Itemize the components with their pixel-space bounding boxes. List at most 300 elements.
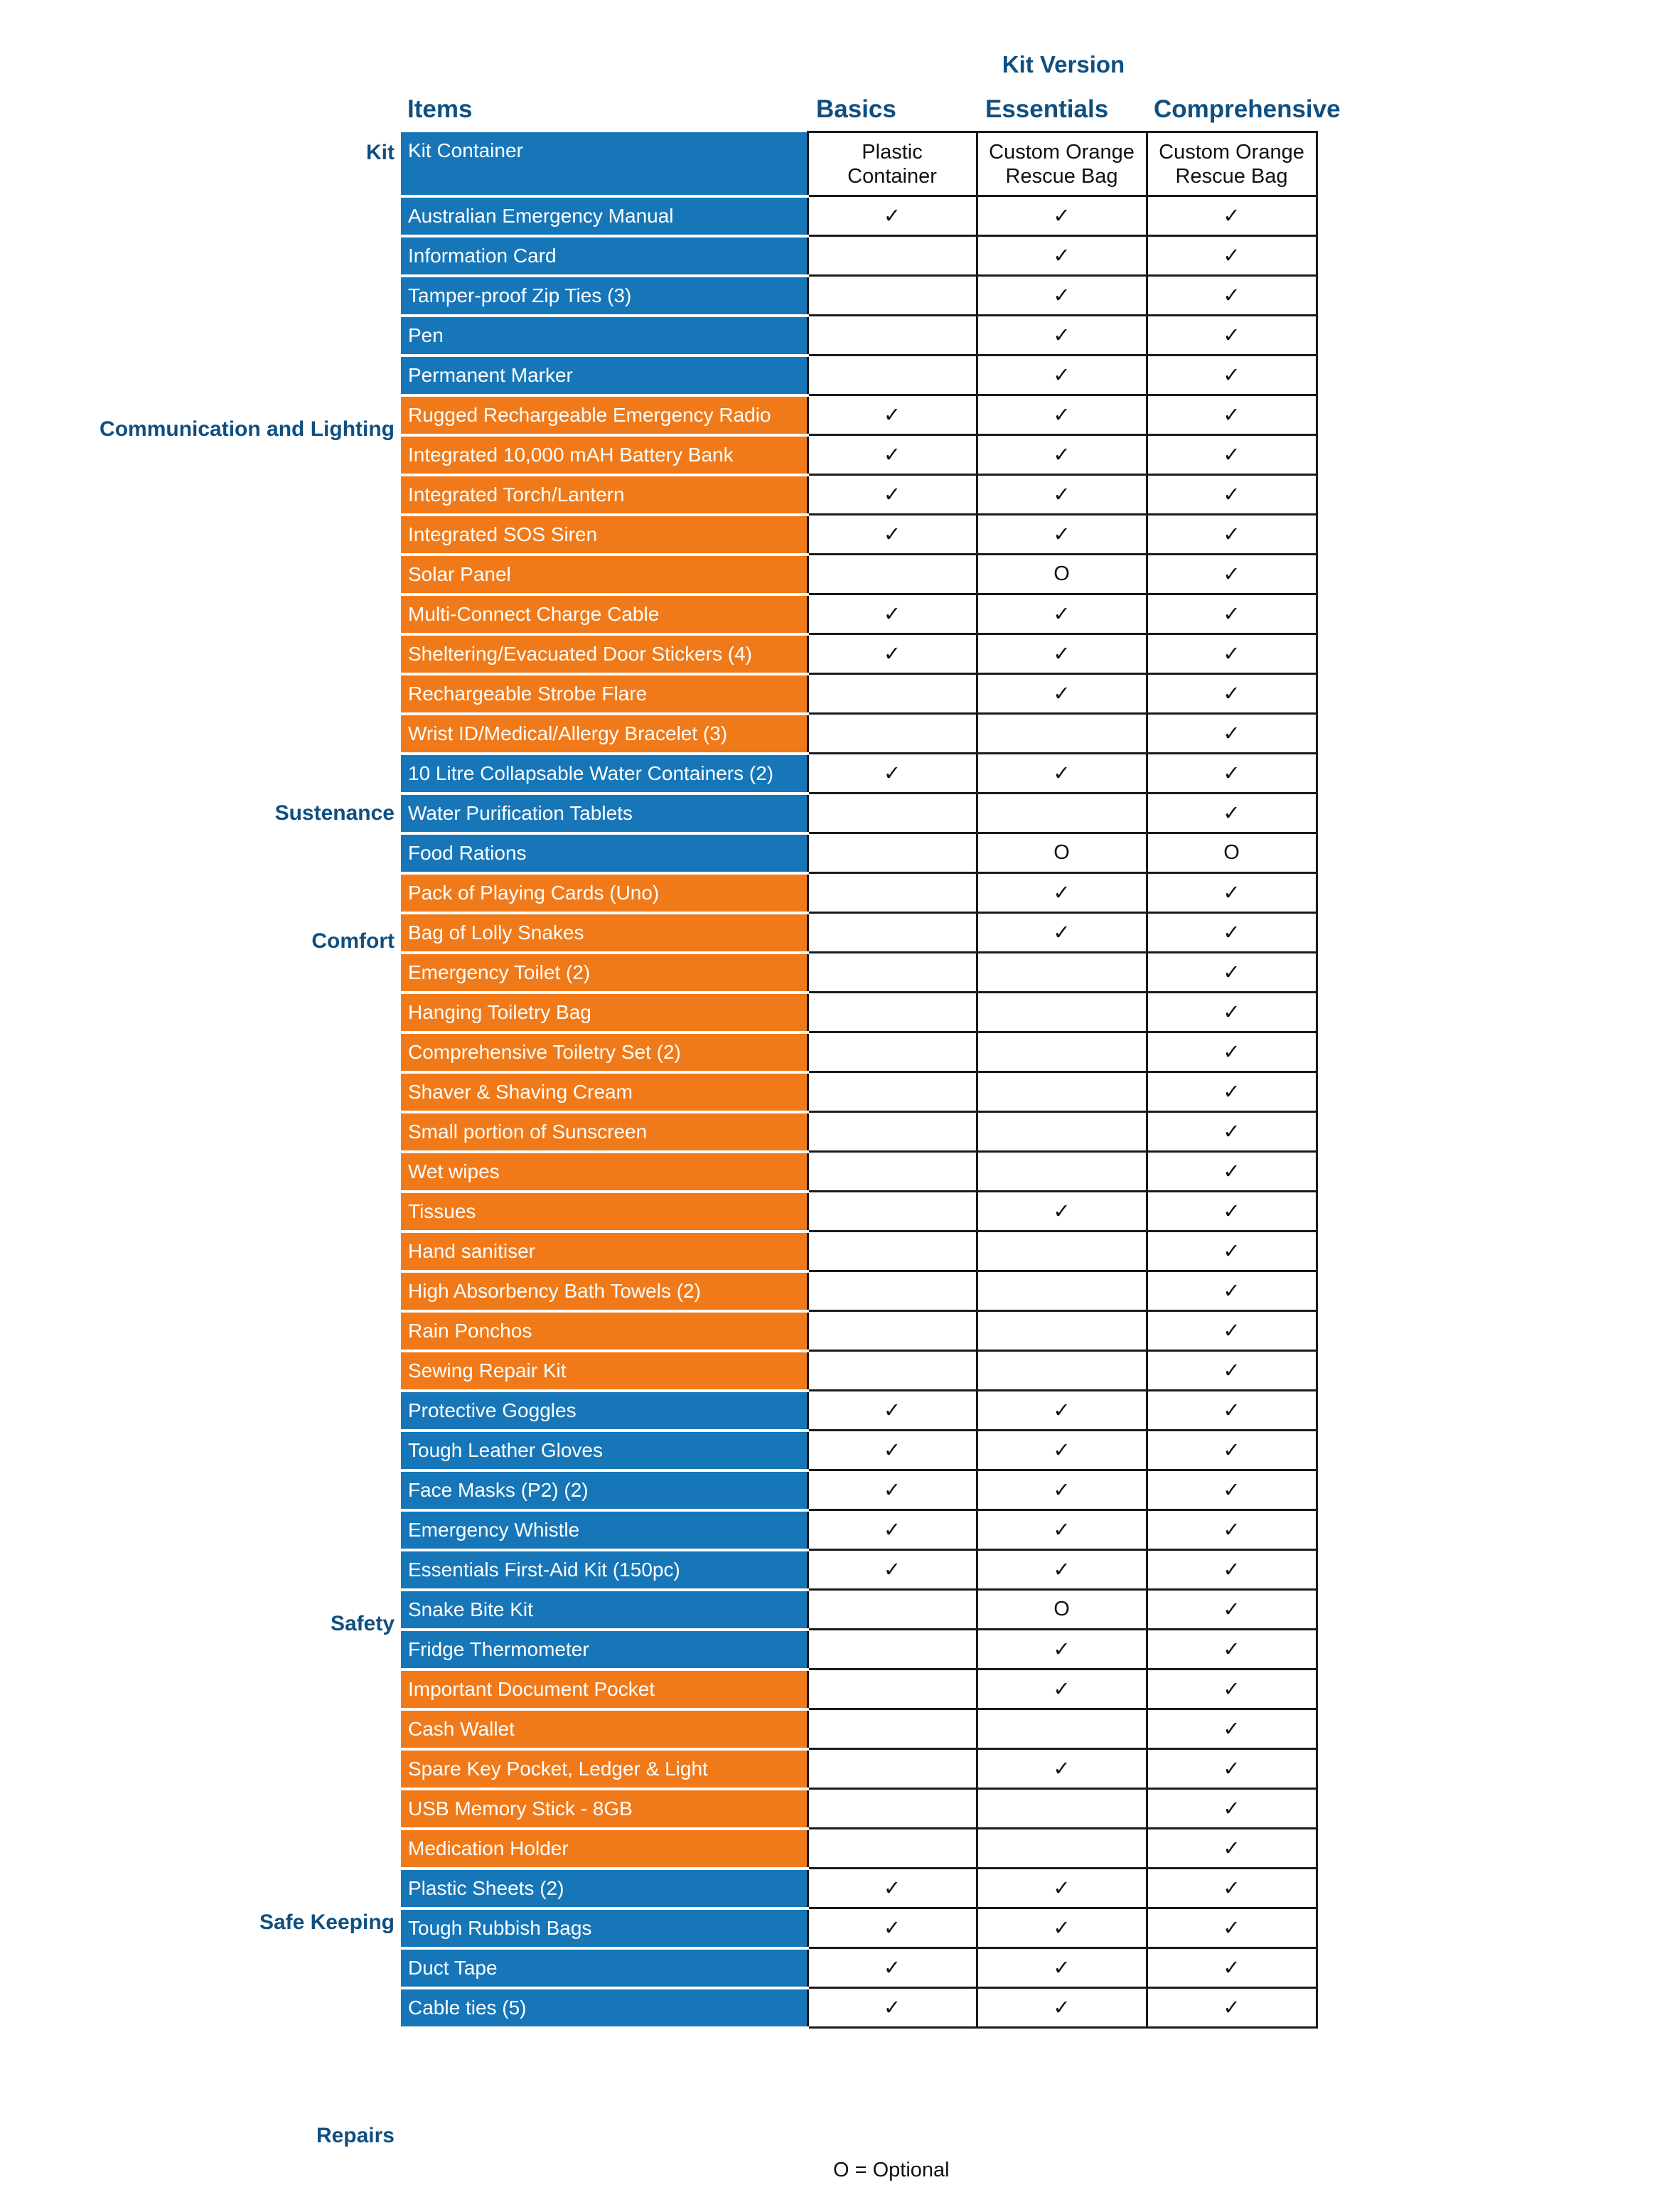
- check-mark-icon: ✓: [1223, 1081, 1240, 1104]
- basics-cell: [808, 1829, 977, 1869]
- table-row: [401, 1032, 1317, 1072]
- essentials-cell: [977, 1669, 1147, 1709]
- basics-cell-line: Container: [847, 164, 937, 188]
- basics-cell: [808, 674, 977, 714]
- check-mark-icon: ✓: [1223, 1240, 1240, 1263]
- basics-cell: [808, 1271, 977, 1311]
- item-name: Plastic Sheets (2): [401, 1869, 808, 1908]
- table-row: [401, 1988, 1317, 2028]
- check-mark-icon: ✓: [1223, 603, 1240, 626]
- basics-cell: [808, 475, 977, 515]
- basics-cell: [808, 196, 977, 236]
- basics-cell: [808, 1630, 977, 1669]
- essentials-cell: [977, 1231, 1147, 1271]
- item-name: Rain Ponchos: [401, 1311, 808, 1351]
- item-name: Comprehensive Toiletry Set (2): [401, 1032, 808, 1072]
- comprehensive-cell: [1147, 913, 1317, 953]
- item-name: Hand sanitiser: [401, 1231, 808, 1271]
- basics-cell: [808, 132, 977, 196]
- essentials-cell: [977, 1908, 1147, 1948]
- comprehensive-cell: [1147, 833, 1317, 873]
- basics-cell: [808, 1391, 977, 1431]
- basics-cell: [808, 1749, 977, 1789]
- comprehensive-cell: [1147, 1112, 1317, 1152]
- check-mark-icon: ✓: [883, 205, 901, 228]
- table-row: [401, 634, 1317, 674]
- essentials-cell: [977, 236, 1147, 276]
- basics-cell: [808, 1431, 977, 1470]
- check-mark-icon: ✓: [883, 1917, 901, 1940]
- check-mark-icon: ✓: [883, 643, 901, 666]
- check-mark-icon: ✓: [883, 523, 901, 546]
- table-row: [401, 475, 1317, 515]
- check-mark-icon: ✓: [1053, 523, 1071, 546]
- item-name: Integrated Torch/Lantern: [401, 475, 808, 515]
- check-mark-icon: ✓: [1223, 523, 1240, 546]
- essentials-cell: [977, 1470, 1147, 1510]
- check-mark-icon: ✓: [883, 762, 901, 785]
- check-mark-icon: ✓: [1053, 1200, 1071, 1223]
- table-row: [401, 1231, 1317, 1271]
- item-name: Cable ties (5): [401, 1988, 808, 2028]
- item-name: Emergency Whistle: [401, 1510, 808, 1550]
- essentials-cell: [977, 132, 1147, 196]
- check-mark-icon: ✓: [1053, 444, 1071, 466]
- item-name: Essentials First-Aid Kit (150pc): [401, 1550, 808, 1590]
- essentials-cell: [977, 555, 1147, 594]
- item-name: Pack of Playing Cards (Uno): [401, 873, 808, 913]
- item-name: Integrated 10,000 mAH Battery Bank: [401, 435, 808, 475]
- basics-cell: [808, 953, 977, 993]
- essentials-cell: [977, 594, 1147, 634]
- comprehensive-cell: [1147, 1669, 1317, 1709]
- check-mark-icon: ✓: [1223, 1718, 1240, 1741]
- check-mark-icon: ✓: [1223, 762, 1240, 785]
- basics-cell: [808, 833, 977, 873]
- comprehensive-cell: [1147, 1231, 1317, 1271]
- check-mark-icon: ✓: [883, 1877, 901, 1900]
- check-mark-icon: ✓: [1053, 284, 1071, 307]
- check-mark-icon: ✓: [1053, 483, 1071, 506]
- comprehensive-cell: [1147, 316, 1317, 356]
- basics-cell: [808, 913, 977, 953]
- basics-cell: [808, 1869, 977, 1908]
- table-row: [401, 1630, 1317, 1669]
- check-mark-icon: ✓: [1053, 882, 1071, 904]
- optional-mark: O: [1223, 841, 1240, 864]
- item-name: Spare Key Pocket, Ledger & Light: [401, 1749, 808, 1789]
- item-name: Cash Wallet: [401, 1709, 808, 1749]
- comprehensive-cell: [1147, 435, 1317, 475]
- comprehensive-cell: [1147, 1948, 1317, 1988]
- check-mark-icon: ✓: [1053, 1638, 1071, 1661]
- table-row: [401, 515, 1317, 555]
- table-row: [401, 435, 1317, 475]
- essentials-cell: [977, 1032, 1147, 1072]
- essentials-cell: [977, 395, 1147, 435]
- table-row: [401, 1112, 1317, 1152]
- item-name: Tough Rubbish Bags: [401, 1908, 808, 1948]
- table-row: [401, 794, 1317, 833]
- table-row: [401, 1709, 1317, 1749]
- table-row: [401, 714, 1317, 754]
- check-mark-icon: ✓: [1053, 921, 1071, 944]
- essentials-cell: [977, 1072, 1147, 1112]
- check-mark-icon: ✓: [1223, 1797, 1240, 1820]
- comprehensive-cell: [1147, 1311, 1317, 1351]
- table-row: [401, 594, 1317, 634]
- table-row: [401, 674, 1317, 714]
- basics-cell: [808, 1510, 977, 1550]
- table-row: [401, 1869, 1317, 1908]
- basics-cell: [808, 1311, 977, 1351]
- basics-cell: [808, 356, 977, 395]
- group-label: Safe Keeping: [259, 1911, 395, 1934]
- essentials-cell-line: Rescue Bag: [1005, 164, 1118, 188]
- essentials-cell: [977, 475, 1147, 515]
- essentials-cell: [977, 833, 1147, 873]
- basics-cell: [808, 1032, 977, 1072]
- basics-cell: [808, 1231, 977, 1271]
- table-row: [401, 1829, 1317, 1869]
- comprehensive-cell: [1147, 1988, 1317, 2028]
- basics-cell: [808, 1351, 977, 1391]
- table-row: [401, 1271, 1317, 1311]
- comprehensive-cell: [1147, 1749, 1317, 1789]
- item-name: Solar Panel: [401, 555, 808, 594]
- comprehensive-cell: [1147, 953, 1317, 993]
- item-name: Hanging Toiletry Bag: [401, 993, 808, 1032]
- item-name: Duct Tape: [401, 1948, 808, 1988]
- check-mark-icon: ✓: [883, 1439, 901, 1462]
- essentials-cell: [977, 953, 1147, 993]
- essentials-cell: [977, 276, 1147, 316]
- check-mark-icon: ✓: [1223, 1877, 1240, 1900]
- comprehensive-cell: [1147, 1590, 1317, 1630]
- basics-cell: [808, 1908, 977, 1948]
- item-name: Food Rations: [401, 833, 808, 873]
- basics-cell: [808, 594, 977, 634]
- comprehensive-cell: [1147, 634, 1317, 674]
- check-mark-icon: ✓: [883, 1399, 901, 1422]
- table-row: [401, 276, 1317, 316]
- check-mark-icon: ✓: [1223, 1997, 1240, 2019]
- essentials-cell: [977, 196, 1147, 236]
- basics-cell: [808, 515, 977, 555]
- check-mark-icon: ✓: [1223, 284, 1240, 307]
- check-mark-icon: ✓: [1053, 1479, 1071, 1502]
- item-name: Tamper-proof Zip Ties (3): [401, 276, 808, 316]
- essentials-cell: [977, 913, 1147, 953]
- essentials-cell: [977, 674, 1147, 714]
- check-mark-icon: ✓: [1223, 1121, 1240, 1143]
- item-name: Australian Emergency Manual: [401, 196, 808, 236]
- table-row: [401, 196, 1317, 236]
- kit-comparison-table: [401, 131, 1318, 2029]
- check-mark-icon: ✓: [883, 1559, 901, 1581]
- check-mark-icon: ✓: [1223, 683, 1240, 705]
- table-row: [401, 356, 1317, 395]
- basics-cell: [808, 1669, 977, 1709]
- comprehensive-cell: [1147, 1470, 1317, 1510]
- item-name: Sheltering/Evacuated Door Stickers (4): [401, 634, 808, 674]
- check-mark-icon: ✓: [1053, 1559, 1071, 1581]
- comprehensive-cell: [1147, 674, 1317, 714]
- check-mark-icon: ✓: [1223, 1280, 1240, 1303]
- check-mark-icon: ✓: [1223, 563, 1240, 586]
- basics-cell: [808, 1072, 977, 1112]
- check-mark-icon: ✓: [1223, 1399, 1240, 1422]
- item-name: Rugged Rechargeable Emergency Radio: [401, 395, 808, 435]
- item-name: High Absorbency Bath Towels (2): [401, 1271, 808, 1311]
- comprehensive-cell: [1147, 993, 1317, 1032]
- comprehensive-cell: [1147, 555, 1317, 594]
- check-mark-icon: ✓: [1053, 1917, 1071, 1940]
- table-row: [401, 1431, 1317, 1470]
- comprehensive-cell: [1147, 1550, 1317, 1590]
- check-mark-icon: ✓: [883, 1997, 901, 2019]
- comprehensive-cell: [1147, 1351, 1317, 1391]
- essentials-cell: [977, 1271, 1147, 1311]
- basics-cell: [808, 1789, 977, 1829]
- check-mark-icon: ✓: [1223, 364, 1240, 387]
- group-label: Sustenance: [274, 801, 395, 825]
- check-mark-icon: ✓: [1053, 1957, 1071, 1979]
- check-mark-icon: ✓: [1223, 802, 1240, 825]
- check-mark-icon: ✓: [1053, 1758, 1071, 1780]
- comprehensive-column-header: Comprehensive: [1154, 95, 1341, 123]
- essentials-cell: [977, 356, 1147, 395]
- table-row: [401, 1789, 1317, 1829]
- comprehensive-cell: [1147, 794, 1317, 833]
- check-mark-icon: ✓: [883, 1957, 901, 1979]
- comprehensive-cell: [1147, 1829, 1317, 1869]
- check-mark-icon: ✓: [1053, 603, 1071, 626]
- basics-cell: [808, 1948, 977, 1988]
- essentials-cell: [977, 316, 1147, 356]
- comprehensive-cell: [1147, 276, 1317, 316]
- table-row: [401, 1311, 1317, 1351]
- table-row: [401, 236, 1317, 276]
- check-mark-icon: ✓: [1053, 1439, 1071, 1462]
- item-name: Kit Container: [401, 132, 808, 196]
- kit-version-heading: Kit Version: [1002, 51, 1125, 78]
- table-row: [401, 1908, 1317, 1948]
- check-mark-icon: ✓: [1053, 205, 1071, 228]
- comprehensive-cell-line: Rescue Bag: [1175, 164, 1288, 188]
- group-label: Safety: [330, 1612, 395, 1635]
- table-row: [401, 833, 1317, 873]
- group-label: Repairs: [316, 2124, 395, 2147]
- check-mark-icon: ✓: [1223, 1837, 1240, 1860]
- basics-cell: [808, 1550, 977, 1590]
- check-mark-icon: ✓: [1223, 1519, 1240, 1542]
- basics-cell: [808, 794, 977, 833]
- item-name: Wet wipes: [401, 1152, 808, 1192]
- basics-cell: [808, 555, 977, 594]
- basics-cell: [808, 316, 977, 356]
- item-name: Medication Holder: [401, 1829, 808, 1869]
- comprehensive-cell: [1147, 1271, 1317, 1311]
- comprehensive-cell: [1147, 1908, 1317, 1948]
- essentials-cell: [977, 515, 1147, 555]
- item-name: Tissues: [401, 1192, 808, 1231]
- check-mark-icon: ✓: [1223, 245, 1240, 267]
- check-mark-icon: ✓: [1223, 961, 1240, 984]
- check-mark-icon: ✓: [1223, 1320, 1240, 1342]
- basics-cell: [808, 993, 977, 1032]
- table-row: [401, 316, 1317, 356]
- item-name: Shaver & Shaving Cream: [401, 1072, 808, 1112]
- check-mark-icon: ✓: [1223, 1439, 1240, 1462]
- check-mark-icon: ✓: [1223, 1678, 1240, 1701]
- basics-cell: [808, 873, 977, 913]
- check-mark-icon: ✓: [1053, 1678, 1071, 1701]
- check-mark-icon: ✓: [883, 483, 901, 506]
- basics-column-header: Basics: [816, 95, 896, 123]
- check-mark-icon: ✓: [1223, 1638, 1240, 1661]
- basics-cell: [808, 1192, 977, 1231]
- check-mark-icon: ✓: [883, 1519, 901, 1542]
- comprehensive-cell: [1147, 196, 1317, 236]
- optional-mark: O: [1053, 1598, 1070, 1620]
- check-mark-icon: ✓: [1223, 1758, 1240, 1780]
- table-row: [401, 1948, 1317, 1988]
- table-row: [401, 1192, 1317, 1231]
- table-row: [401, 1590, 1317, 1630]
- essentials-cell: [977, 1391, 1147, 1431]
- basics-cell: [808, 714, 977, 754]
- check-mark-icon: ✓: [883, 1479, 901, 1502]
- table-row: [401, 953, 1317, 993]
- essentials-cell: [977, 1152, 1147, 1192]
- item-name: Information Card: [401, 236, 808, 276]
- item-name: Tough Leather Gloves: [401, 1431, 808, 1470]
- basics-cell-line: Plastic: [862, 140, 923, 164]
- item-name: Water Purification Tablets: [401, 794, 808, 833]
- items-column-header: Items: [407, 95, 473, 123]
- check-mark-icon: ✓: [883, 444, 901, 466]
- basics-cell: [808, 1988, 977, 2028]
- item-name: Important Document Pocket: [401, 1669, 808, 1709]
- essentials-column-header: Essentials: [985, 95, 1109, 123]
- essentials-cell: [977, 714, 1147, 754]
- check-mark-icon: ✓: [1223, 1598, 1240, 1621]
- essentials-cell: [977, 873, 1147, 913]
- comprehensive-cell: [1147, 1869, 1317, 1908]
- table-row: [401, 395, 1317, 435]
- check-mark-icon: ✓: [1223, 483, 1240, 506]
- check-mark-icon: ✓: [1223, 1001, 1240, 1024]
- item-name: Wrist ID/Medical/Allergy Bracelet (3): [401, 714, 808, 754]
- check-mark-icon: ✓: [1053, 1399, 1071, 1422]
- comprehensive-cell: [1147, 754, 1317, 794]
- table-row: [401, 754, 1317, 794]
- item-name: Multi-Connect Charge Cable: [401, 594, 808, 634]
- essentials-cell: [977, 1550, 1147, 1590]
- essentials-cell: [977, 1351, 1147, 1391]
- check-mark-icon: ✓: [1053, 1519, 1071, 1542]
- check-mark-icon: ✓: [1223, 1957, 1240, 1979]
- comprehensive-cell: [1147, 356, 1317, 395]
- essentials-cell-line: Custom Orange: [989, 140, 1135, 164]
- table-row: [401, 993, 1317, 1032]
- check-mark-icon: ✓: [1223, 1479, 1240, 1502]
- basics-cell: [808, 1152, 977, 1192]
- check-mark-icon: ✓: [1053, 1997, 1071, 2019]
- comprehensive-cell: [1147, 515, 1317, 555]
- comprehensive-cell: [1147, 1789, 1317, 1829]
- comprehensive-cell: [1147, 395, 1317, 435]
- item-name: USB Memory Stick - 8GB: [401, 1789, 808, 1829]
- essentials-cell: [977, 1510, 1147, 1550]
- check-mark-icon: ✓: [883, 404, 901, 427]
- comprehensive-cell: [1147, 873, 1317, 913]
- comprehensive-cell: [1147, 1510, 1317, 1550]
- comprehensive-cell: [1147, 475, 1317, 515]
- table-row: [401, 1391, 1317, 1431]
- table-row: [401, 132, 1317, 196]
- check-mark-icon: ✓: [1223, 722, 1240, 745]
- essentials-cell: [977, 1590, 1147, 1630]
- comprehensive-cell: [1147, 1072, 1317, 1112]
- essentials-cell: [977, 754, 1147, 794]
- essentials-cell: [977, 1431, 1147, 1470]
- essentials-cell: [977, 1988, 1147, 2028]
- comprehensive-cell: [1147, 1192, 1317, 1231]
- group-label: Kit: [366, 141, 395, 164]
- check-mark-icon: ✓: [1223, 643, 1240, 666]
- comprehensive-cell: [1147, 1630, 1317, 1669]
- group-label: Communication and Lighting: [100, 417, 395, 441]
- basics-cell: [808, 236, 977, 276]
- check-mark-icon: ✓: [1223, 1359, 1240, 1382]
- check-mark-icon: ✓: [1223, 404, 1240, 427]
- comprehensive-cell-line: Custom Orange: [1159, 140, 1304, 164]
- item-name: Snake Bite Kit: [401, 1590, 808, 1630]
- basics-cell: [808, 634, 977, 674]
- basics-cell: [808, 1470, 977, 1510]
- item-name: Fridge Thermometer: [401, 1630, 808, 1669]
- item-name: Small portion of Sunscreen: [401, 1112, 808, 1152]
- check-mark-icon: ✓: [1053, 364, 1071, 387]
- comprehensive-cell: [1147, 1391, 1317, 1431]
- table-row: [401, 1351, 1317, 1391]
- check-mark-icon: ✓: [1223, 324, 1240, 347]
- check-mark-icon: ✓: [1053, 245, 1071, 267]
- comprehensive-cell: [1147, 132, 1317, 196]
- check-mark-icon: ✓: [1053, 643, 1071, 666]
- check-mark-icon: ✓: [1223, 882, 1240, 904]
- table-row: [401, 913, 1317, 953]
- check-mark-icon: ✓: [1223, 1041, 1240, 1064]
- item-name: Protective Goggles: [401, 1391, 808, 1431]
- check-mark-icon: ✓: [1223, 1200, 1240, 1223]
- optional-mark: O: [1053, 562, 1070, 585]
- item-name: Rechargeable Strobe Flare: [401, 674, 808, 714]
- check-mark-icon: ✓: [1223, 1160, 1240, 1183]
- basics-cell: [808, 276, 977, 316]
- table-row: [401, 873, 1317, 913]
- table-row: [401, 1510, 1317, 1550]
- check-mark-icon: ✓: [1223, 444, 1240, 466]
- table-row: [401, 1470, 1317, 1510]
- check-mark-icon: ✓: [1223, 1559, 1240, 1581]
- item-name: Permanent Marker: [401, 356, 808, 395]
- essentials-cell: [977, 1749, 1147, 1789]
- essentials-cell: [977, 1112, 1147, 1152]
- check-mark-icon: ✓: [1223, 921, 1240, 944]
